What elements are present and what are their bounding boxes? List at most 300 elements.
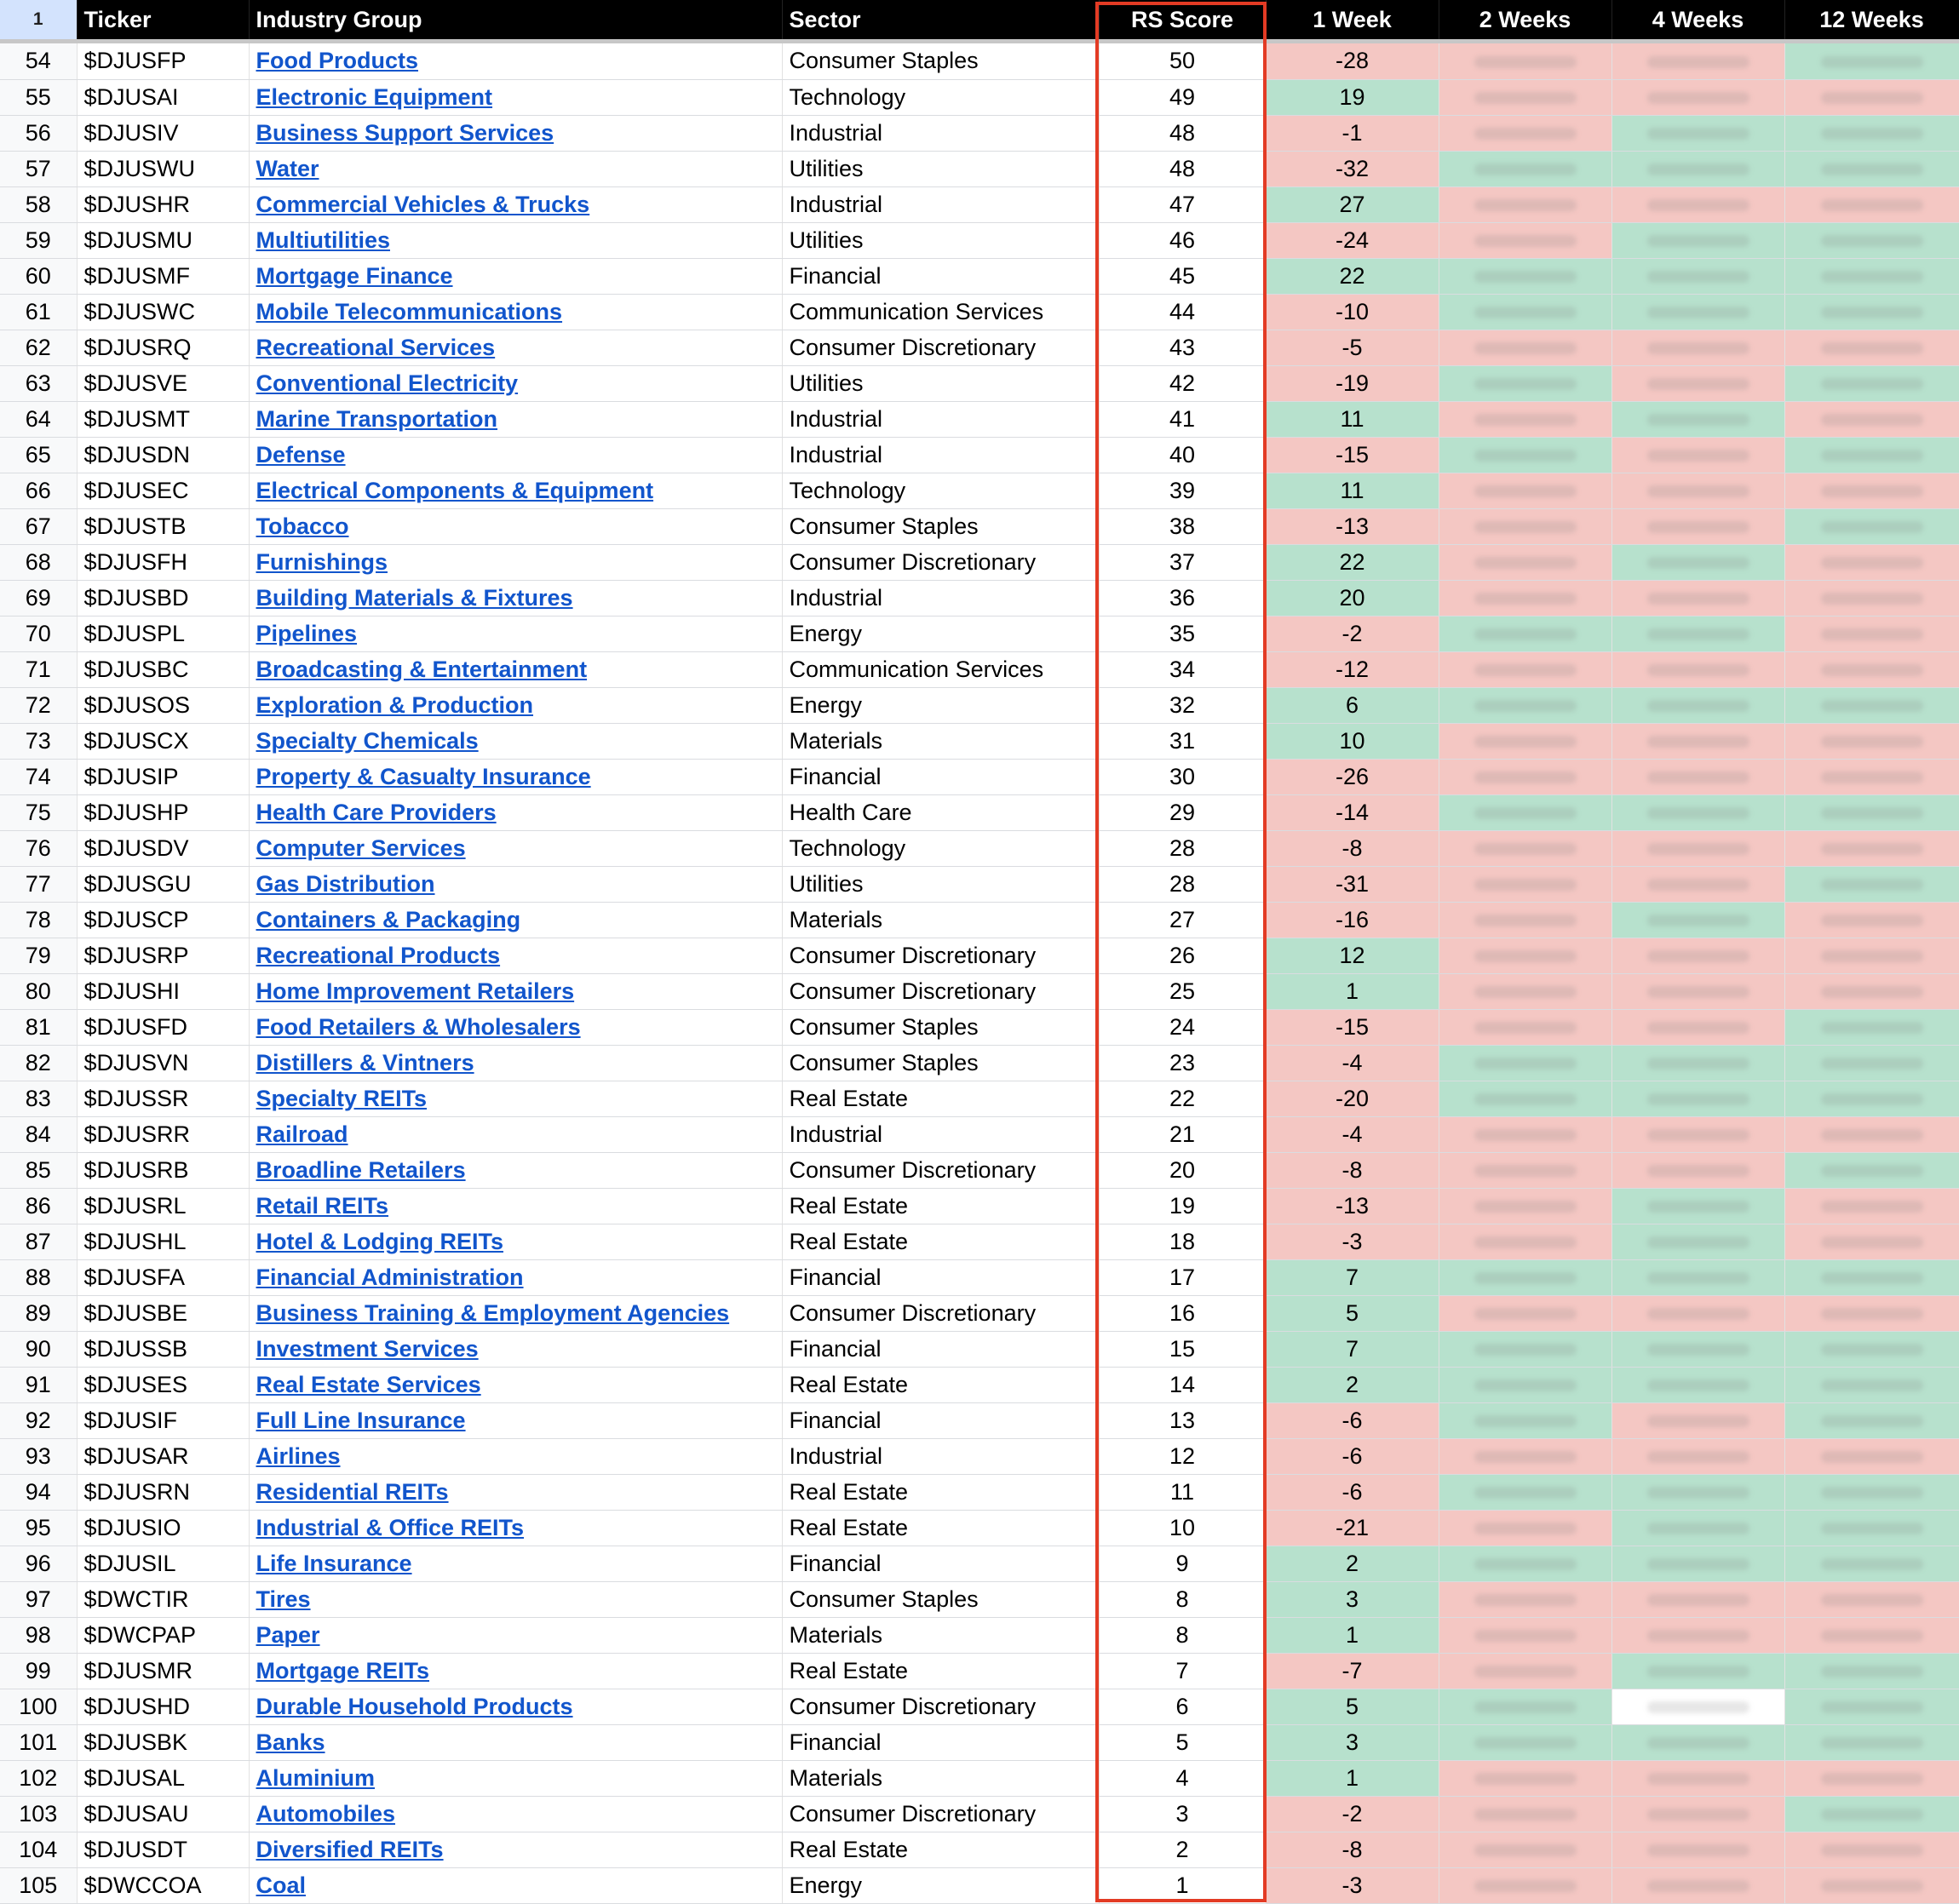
table-row[interactable]	[0, 1224, 1959, 1259]
week-12-cell[interactable]	[1784, 1832, 1959, 1867]
week-12-cell[interactable]	[1784, 1295, 1959, 1331]
sector-cell[interactable]: Consumer Discretionary	[782, 1796, 1099, 1832]
week-4-cell[interactable]	[1611, 222, 1784, 258]
row-number[interactable]: 73	[0, 723, 77, 759]
row-number[interactable]: 75	[0, 794, 77, 830]
row-number[interactable]: 69	[0, 580, 77, 616]
industry-group-cell[interactable]	[249, 902, 782, 938]
rs-score-cell[interactable]: 27	[1099, 902, 1266, 938]
industry-group-link[interactable]: Full Line Insurance	[256, 1407, 466, 1433]
sector-cell[interactable]: Financial	[782, 1546, 1099, 1581]
week-1-cell[interactable]: -19	[1266, 365, 1439, 401]
industry-group-cell[interactable]	[249, 1152, 782, 1188]
week-4-cell[interactable]	[1611, 1546, 1784, 1581]
industry-group-link[interactable]: Pipelines	[256, 620, 358, 646]
table-row[interactable]	[0, 1653, 1959, 1689]
week-12-cell[interactable]	[1784, 902, 1959, 938]
week-12-cell[interactable]	[1784, 1188, 1959, 1224]
row-number[interactable]: 101	[0, 1724, 77, 1760]
week-12-cell[interactable]	[1784, 1009, 1959, 1045]
industry-group-cell[interactable]	[249, 1116, 782, 1152]
ticker-cell[interactable]: $DJUSIO	[77, 1510, 249, 1546]
sector-cell[interactable]: Industrial	[782, 115, 1099, 151]
industry-group-cell[interactable]	[249, 1295, 782, 1331]
ticker-cell[interactable]: $DJUSOS	[77, 687, 249, 723]
rs-score-cell[interactable]: 30	[1099, 759, 1266, 794]
industry-group-cell[interactable]	[249, 651, 782, 687]
week-12-cell[interactable]	[1784, 186, 1959, 222]
industry-group-link[interactable]: Airlines	[256, 1442, 341, 1469]
week-2-cell[interactable]	[1439, 616, 1611, 651]
week-2-cell[interactable]	[1439, 1653, 1611, 1689]
table-row[interactable]	[0, 687, 1959, 723]
week-4-cell[interactable]	[1611, 1796, 1784, 1832]
table-row[interactable]	[0, 723, 1959, 759]
week-4-cell[interactable]	[1611, 1474, 1784, 1510]
row-number[interactable]: 103	[0, 1796, 77, 1832]
row-number-header[interactable]: 1	[0, 0, 77, 39]
week-12-cell[interactable]	[1784, 1081, 1959, 1116]
week-12-cell[interactable]	[1784, 508, 1959, 544]
industry-group-cell[interactable]	[249, 401, 782, 437]
industry-group-link[interactable]: Gas Distribution	[256, 870, 435, 897]
week-4-cell[interactable]	[1611, 902, 1784, 938]
week-2-cell[interactable]	[1439, 651, 1611, 687]
rs-score-cell[interactable]: 5	[1099, 1724, 1266, 1760]
row-number[interactable]: 71	[0, 651, 77, 687]
sector-cell[interactable]: Utilities	[782, 151, 1099, 186]
week-4-cell[interactable]	[1611, 115, 1784, 151]
industry-group-cell[interactable]	[249, 1474, 782, 1510]
week-4-cell[interactable]	[1611, 759, 1784, 794]
week-4-cell[interactable]	[1611, 651, 1784, 687]
industry-group-cell[interactable]	[249, 1331, 782, 1367]
sector-cell[interactable]: Materials	[782, 1617, 1099, 1653]
week-1-cell[interactable]: -8	[1266, 1152, 1439, 1188]
week-12-cell[interactable]	[1784, 79, 1959, 115]
week-4-cell[interactable]	[1611, 1581, 1784, 1617]
industry-group-link[interactable]: Banks	[256, 1729, 325, 1755]
industry-group-link[interactable]: Distillers & Vintners	[256, 1049, 474, 1075]
sector-cell[interactable]: Real Estate	[782, 1832, 1099, 1867]
ticker-cell[interactable]: $DJUSHP	[77, 794, 249, 830]
ticker-cell[interactable]: $DJUSTB	[77, 508, 249, 544]
ticker-cell[interactable]: $DJUSHD	[77, 1689, 249, 1724]
industry-group-link[interactable]: Business Support Services	[256, 119, 554, 146]
week-1-cell[interactable]: 1	[1266, 1760, 1439, 1796]
week-4-cell[interactable]	[1611, 1295, 1784, 1331]
sector-cell[interactable]: Consumer Discretionary	[782, 330, 1099, 365]
week-12-cell[interactable]	[1784, 1796, 1959, 1832]
column-header-2-weeks[interactable]: 2 Weeks	[1439, 0, 1611, 39]
week-1-cell[interactable]: 2	[1266, 1546, 1439, 1581]
sector-cell[interactable]: Consumer Staples	[782, 1009, 1099, 1045]
industry-group-link[interactable]: Recreational Services	[256, 334, 496, 360]
table-row[interactable]	[0, 186, 1959, 222]
row-number[interactable]: 70	[0, 616, 77, 651]
row-number[interactable]: 102	[0, 1760, 77, 1796]
week-4-cell[interactable]	[1611, 294, 1784, 330]
table-row[interactable]	[0, 294, 1959, 330]
row-number[interactable]: 84	[0, 1116, 77, 1152]
sector-cell[interactable]: Communication Services	[782, 651, 1099, 687]
table-row[interactable]	[0, 330, 1959, 365]
industry-group-cell[interactable]	[249, 723, 782, 759]
ticker-cell[interactable]: $DJUSDN	[77, 437, 249, 473]
ticker-cell[interactable]: $DJUSBC	[77, 651, 249, 687]
row-number[interactable]: 86	[0, 1188, 77, 1224]
table-row[interactable]	[0, 401, 1959, 437]
industry-group-link[interactable]: Health Care Providers	[256, 799, 497, 825]
sector-cell[interactable]: Consumer Discretionary	[782, 1152, 1099, 1188]
row-number[interactable]: 72	[0, 687, 77, 723]
industry-group-link[interactable]: Exploration & Production	[256, 691, 534, 718]
week-4-cell[interactable]	[1611, 938, 1784, 973]
week-4-cell[interactable]	[1611, 1224, 1784, 1259]
week-1-cell[interactable]: -13	[1266, 1188, 1439, 1224]
week-4-cell[interactable]	[1611, 1152, 1784, 1188]
sector-cell[interactable]: Materials	[782, 723, 1099, 759]
rs-score-cell[interactable]: 50	[1099, 43, 1266, 79]
rs-score-cell[interactable]: 10	[1099, 1510, 1266, 1546]
ticker-cell[interactable]: $DJUSVN	[77, 1045, 249, 1081]
week-4-cell[interactable]	[1611, 1188, 1784, 1224]
week-1-cell[interactable]: 20	[1266, 580, 1439, 616]
week-2-cell[interactable]	[1439, 1331, 1611, 1367]
sector-cell[interactable]: Technology	[782, 830, 1099, 866]
rs-score-cell[interactable]: 42	[1099, 365, 1266, 401]
week-2-cell[interactable]	[1439, 1581, 1611, 1617]
industry-group-cell[interactable]	[249, 186, 782, 222]
week-12-cell[interactable]	[1784, 1760, 1959, 1796]
week-2-cell[interactable]	[1439, 1724, 1611, 1760]
industry-group-link[interactable]: Durable Household Products	[256, 1693, 573, 1719]
sector-cell[interactable]: Consumer Discretionary	[782, 1295, 1099, 1331]
week-2-cell[interactable]	[1439, 544, 1611, 580]
industry-group-cell[interactable]	[249, 115, 782, 151]
ticker-cell[interactable]: $DJUSFH	[77, 544, 249, 580]
week-4-cell[interactable]	[1611, 151, 1784, 186]
week-1-cell[interactable]: -2	[1266, 1796, 1439, 1832]
week-2-cell[interactable]	[1439, 1009, 1611, 1045]
week-2-cell[interactable]	[1439, 830, 1611, 866]
rs-score-cell[interactable]: 19	[1099, 1188, 1266, 1224]
week-4-cell[interactable]	[1611, 1045, 1784, 1081]
week-4-cell[interactable]	[1611, 544, 1784, 580]
industry-group-cell[interactable]	[249, 866, 782, 902]
table-row[interactable]	[0, 866, 1959, 902]
week-12-cell[interactable]	[1784, 1224, 1959, 1259]
industry-group-cell[interactable]	[249, 1045, 782, 1081]
ticker-cell[interactable]: $DJUSMU	[77, 222, 249, 258]
week-4-cell[interactable]	[1611, 365, 1784, 401]
week-1-cell[interactable]: -13	[1266, 508, 1439, 544]
week-2-cell[interactable]	[1439, 151, 1611, 186]
sector-cell[interactable]: Financial	[782, 759, 1099, 794]
sector-cell[interactable]: Materials	[782, 902, 1099, 938]
week-4-cell[interactable]	[1611, 794, 1784, 830]
ticker-cell[interactable]: $DJUSBK	[77, 1724, 249, 1760]
sector-cell[interactable]: Consumer Staples	[782, 1045, 1099, 1081]
ticker-cell[interactable]: $DJUSRL	[77, 1188, 249, 1224]
week-4-cell[interactable]	[1611, 830, 1784, 866]
column-header-ticker[interactable]: Ticker	[77, 0, 249, 39]
rs-score-cell[interactable]: 16	[1099, 1295, 1266, 1331]
sector-cell[interactable]: Consumer Staples	[782, 43, 1099, 79]
ticker-cell[interactable]: $DJUSDV	[77, 830, 249, 866]
column-header-1-week[interactable]: 1 Week	[1266, 0, 1439, 39]
week-2-cell[interactable]	[1439, 1116, 1611, 1152]
industry-group-link[interactable]: Mortgage Finance	[256, 262, 453, 289]
row-number[interactable]: 61	[0, 294, 77, 330]
week-1-cell[interactable]: 3	[1266, 1581, 1439, 1617]
week-4-cell[interactable]	[1611, 1367, 1784, 1402]
sector-cell[interactable]: Technology	[782, 473, 1099, 508]
industry-group-cell[interactable]	[249, 1402, 782, 1438]
week-2-cell[interactable]	[1439, 687, 1611, 723]
ticker-cell[interactable]: $DJUSIP	[77, 759, 249, 794]
table-row[interactable]	[0, 616, 1959, 651]
ticker-cell[interactable]: $DWCTIR	[77, 1581, 249, 1617]
table-row[interactable]	[0, 1760, 1959, 1796]
sector-cell[interactable]: Consumer Discretionary	[782, 1689, 1099, 1724]
industry-group-link[interactable]: Commercial Vehicles & Trucks	[256, 191, 590, 217]
row-number[interactable]: 89	[0, 1295, 77, 1331]
table-row[interactable]	[0, 973, 1959, 1009]
week-1-cell[interactable]: -8	[1266, 1832, 1439, 1867]
rs-score-cell[interactable]: 29	[1099, 794, 1266, 830]
industry-group-cell[interactable]	[249, 1510, 782, 1546]
sector-cell[interactable]: Health Care	[782, 794, 1099, 830]
week-2-cell[interactable]	[1439, 508, 1611, 544]
sector-cell[interactable]: Energy	[782, 616, 1099, 651]
week-1-cell[interactable]: -3	[1266, 1867, 1439, 1903]
rs-score-cell[interactable]: 49	[1099, 79, 1266, 115]
rs-score-cell[interactable]: 18	[1099, 1224, 1266, 1259]
week-1-cell[interactable]: 2	[1266, 1367, 1439, 1402]
industry-group-link[interactable]: Investment Services	[256, 1335, 479, 1362]
week-4-cell[interactable]	[1611, 79, 1784, 115]
industry-group-link[interactable]: Coal	[256, 1872, 307, 1898]
row-number[interactable]: 88	[0, 1259, 77, 1295]
sector-cell[interactable]: Industrial	[782, 186, 1099, 222]
week-1-cell[interactable]: -15	[1266, 1009, 1439, 1045]
industry-group-cell[interactable]	[249, 616, 782, 651]
week-12-cell[interactable]	[1784, 365, 1959, 401]
ticker-cell[interactable]: $DJUSEC	[77, 473, 249, 508]
week-2-cell[interactable]	[1439, 43, 1611, 79]
rs-score-cell[interactable]: 23	[1099, 1045, 1266, 1081]
table-row[interactable]	[0, 651, 1959, 687]
industry-group-link[interactable]: Tobacco	[256, 513, 349, 539]
industry-group-cell[interactable]	[249, 473, 782, 508]
week-1-cell[interactable]: -16	[1266, 902, 1439, 938]
week-1-cell[interactable]: -12	[1266, 651, 1439, 687]
row-number[interactable]: 100	[0, 1689, 77, 1724]
table-row[interactable]	[0, 580, 1959, 616]
rs-score-cell[interactable]: 21	[1099, 1116, 1266, 1152]
ticker-cell[interactable]: $DJUSHI	[77, 973, 249, 1009]
week-1-cell[interactable]: 1	[1266, 1617, 1439, 1653]
week-4-cell[interactable]	[1611, 1653, 1784, 1689]
industry-group-cell[interactable]	[249, 830, 782, 866]
industry-group-link[interactable]: Railroad	[256, 1121, 348, 1147]
table-row[interactable]	[0, 1474, 1959, 1510]
table-row[interactable]	[0, 79, 1959, 115]
rs-score-cell[interactable]: 3	[1099, 1796, 1266, 1832]
column-header-4-weeks[interactable]: 4 Weeks	[1611, 0, 1784, 39]
ticker-cell[interactable]: $DJUSIF	[77, 1402, 249, 1438]
table-row[interactable]	[0, 437, 1959, 473]
table-row[interactable]	[0, 473, 1959, 508]
week-2-cell[interactable]	[1439, 580, 1611, 616]
ticker-cell[interactable]: $DJUSBD	[77, 580, 249, 616]
industry-group-link[interactable]: Hotel & Lodging REITs	[256, 1228, 503, 1254]
table-row[interactable]	[0, 1832, 1959, 1867]
industry-group-link[interactable]: Computer Services	[256, 834, 466, 861]
table-row[interactable]	[0, 938, 1959, 973]
week-12-cell[interactable]	[1784, 294, 1959, 330]
week-4-cell[interactable]	[1611, 1724, 1784, 1760]
week-2-cell[interactable]	[1439, 1546, 1611, 1581]
week-2-cell[interactable]	[1439, 330, 1611, 365]
ticker-cell[interactable]: $DJUSIV	[77, 115, 249, 151]
industry-group-link[interactable]: Electrical Components & Equipment	[256, 477, 654, 503]
week-2-cell[interactable]	[1439, 723, 1611, 759]
sector-cell[interactable]: Financial	[782, 1402, 1099, 1438]
week-1-cell[interactable]: -20	[1266, 1081, 1439, 1116]
industry-group-cell[interactable]	[249, 1367, 782, 1402]
week-2-cell[interactable]	[1439, 437, 1611, 473]
row-number[interactable]: 99	[0, 1653, 77, 1689]
rs-score-cell[interactable]: 17	[1099, 1259, 1266, 1295]
week-4-cell[interactable]	[1611, 473, 1784, 508]
table-row[interactable]	[0, 1331, 1959, 1367]
rs-score-cell[interactable]: 32	[1099, 687, 1266, 723]
row-number[interactable]: 79	[0, 938, 77, 973]
week-2-cell[interactable]	[1439, 1152, 1611, 1188]
week-2-cell[interactable]	[1439, 1796, 1611, 1832]
industry-group-link[interactable]: Automobiles	[256, 1800, 396, 1827]
row-number[interactable]: 59	[0, 222, 77, 258]
industry-group-link[interactable]: Defense	[256, 441, 346, 467]
table-row[interactable]	[0, 365, 1959, 401]
industry-group-cell[interactable]	[249, 258, 782, 294]
industry-group-link[interactable]: Food Retailers & Wholesalers	[256, 1013, 581, 1040]
column-header-industry-group[interactable]: Industry Group	[249, 0, 782, 39]
table-row[interactable]	[0, 258, 1959, 294]
row-number[interactable]: 92	[0, 1402, 77, 1438]
week-4-cell[interactable]	[1611, 1402, 1784, 1438]
table-row[interactable]	[0, 115, 1959, 151]
industry-group-link[interactable]: Business Training & Employment Agencies	[256, 1299, 730, 1326]
sector-cell[interactable]: Industrial	[782, 401, 1099, 437]
week-1-cell[interactable]: 3	[1266, 1724, 1439, 1760]
sector-cell[interactable]: Energy	[782, 687, 1099, 723]
week-12-cell[interactable]	[1784, 938, 1959, 973]
industry-group-cell[interactable]	[249, 1081, 782, 1116]
industry-group-cell[interactable]	[249, 43, 782, 79]
rs-score-cell[interactable]: 24	[1099, 1009, 1266, 1045]
week-12-cell[interactable]	[1784, 830, 1959, 866]
week-1-cell[interactable]: 11	[1266, 473, 1439, 508]
week-1-cell[interactable]: 22	[1266, 544, 1439, 580]
rs-score-cell[interactable]: 41	[1099, 401, 1266, 437]
industry-group-link[interactable]: Multiutilities	[256, 227, 390, 253]
week-1-cell[interactable]: -32	[1266, 151, 1439, 186]
industry-group-link[interactable]: Conventional Electricity	[256, 370, 519, 396]
rs-score-cell[interactable]: 9	[1099, 1546, 1266, 1581]
table-row[interactable]	[0, 1617, 1959, 1653]
ticker-cell[interactable]: $DJUSFD	[77, 1009, 249, 1045]
column-header-12-weeks[interactable]: 12 Weeks	[1784, 0, 1959, 39]
rs-score-cell[interactable]: 38	[1099, 508, 1266, 544]
ticker-cell[interactable]: $DJUSAI	[77, 79, 249, 115]
week-4-cell[interactable]	[1611, 973, 1784, 1009]
week-12-cell[interactable]	[1784, 580, 1959, 616]
industry-group-link[interactable]: Food Products	[256, 48, 418, 74]
rs-score-cell[interactable]: 14	[1099, 1367, 1266, 1402]
ticker-cell[interactable]: $DJUSBE	[77, 1295, 249, 1331]
week-12-cell[interactable]	[1784, 1402, 1959, 1438]
week-4-cell[interactable]	[1611, 1331, 1784, 1367]
ticker-cell[interactable]: $DJUSIL	[77, 1546, 249, 1581]
ticker-cell[interactable]: $DWCPAP	[77, 1617, 249, 1653]
rs-score-cell[interactable]: 35	[1099, 616, 1266, 651]
week-12-cell[interactable]	[1784, 1331, 1959, 1367]
industry-group-link[interactable]: Retail REITs	[256, 1192, 389, 1219]
week-1-cell[interactable]: 1	[1266, 973, 1439, 1009]
week-12-cell[interactable]	[1784, 1116, 1959, 1152]
table-row[interactable]	[0, 1867, 1959, 1903]
industry-group-link[interactable]: Residential REITs	[256, 1478, 449, 1505]
week-2-cell[interactable]	[1439, 1760, 1611, 1796]
week-2-cell[interactable]	[1439, 186, 1611, 222]
week-4-cell[interactable]	[1611, 687, 1784, 723]
industry-group-cell[interactable]	[249, 759, 782, 794]
table-row[interactable]	[0, 1581, 1959, 1617]
sector-cell[interactable]: Utilities	[782, 222, 1099, 258]
industry-group-cell[interactable]	[249, 544, 782, 580]
ticker-cell[interactable]: $DWCCOA	[77, 1867, 249, 1903]
week-4-cell[interactable]	[1611, 1867, 1784, 1903]
week-2-cell[interactable]	[1439, 794, 1611, 830]
week-2-cell[interactable]	[1439, 759, 1611, 794]
row-number[interactable]: 96	[0, 1546, 77, 1581]
sector-cell[interactable]: Consumer Discretionary	[782, 544, 1099, 580]
ticker-cell[interactable]: $DJUSWU	[77, 151, 249, 186]
row-number[interactable]: 66	[0, 473, 77, 508]
row-number[interactable]: 74	[0, 759, 77, 794]
week-12-cell[interactable]	[1784, 651, 1959, 687]
week-1-cell[interactable]: 11	[1266, 401, 1439, 437]
industry-group-cell[interactable]	[249, 1188, 782, 1224]
sector-cell[interactable]: Utilities	[782, 365, 1099, 401]
industry-group-cell[interactable]	[249, 794, 782, 830]
rs-score-cell[interactable]: 48	[1099, 115, 1266, 151]
industry-group-cell[interactable]	[249, 151, 782, 186]
industry-group-link[interactable]: Paper	[256, 1621, 320, 1648]
rs-score-cell[interactable]: 45	[1099, 258, 1266, 294]
row-number[interactable]: 57	[0, 151, 77, 186]
industry-group-cell[interactable]	[249, 1546, 782, 1581]
row-number[interactable]: 67	[0, 508, 77, 544]
sector-cell[interactable]: Real Estate	[782, 1188, 1099, 1224]
rs-score-cell[interactable]: 31	[1099, 723, 1266, 759]
row-number[interactable]: 76	[0, 830, 77, 866]
ticker-cell[interactable]: $DJUSSB	[77, 1331, 249, 1367]
ticker-cell[interactable]: $DJUSAR	[77, 1438, 249, 1474]
